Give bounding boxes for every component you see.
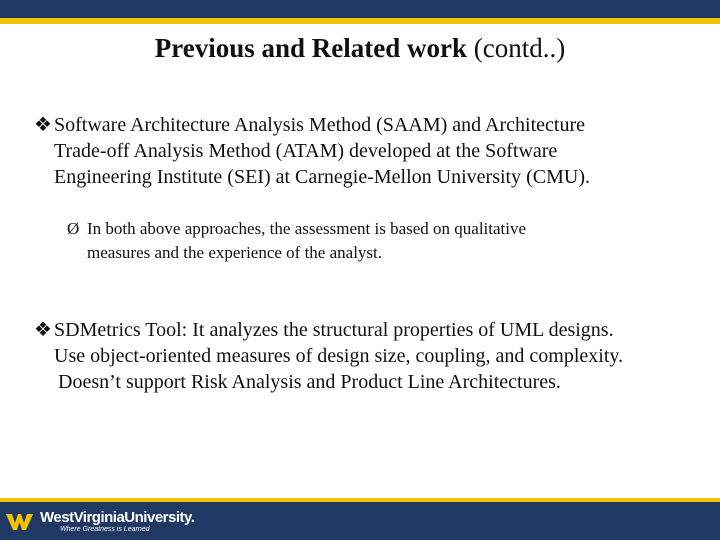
sub-bullet-line-1: In both above approaches, the assessment is based on qualitative (87, 219, 527, 238)
wvu-logo (6, 507, 194, 537)
wvu-wordmark (40, 510, 194, 534)
bullet-1-line-3: Engineering Institute (SEI) at Carnegie-Mellon University (CMU). (54, 166, 590, 188)
bullet-2-line-2: Use object-oriented measures of design size, coupling, and complexity. (54, 345, 624, 367)
bullet-2-line-3: Doesn’t support Risk Analysis and Product Line Architectures. (58, 371, 561, 393)
sub-bullet-assessment (67, 217, 667, 265)
bullet-1-line-1: Software Architecture Analysis Method (SAAM) and Architecture (54, 114, 585, 136)
title-rest: (contd..) (467, 33, 566, 63)
arrow-bullet-icon: Ø (67, 219, 80, 238)
university-name: WestVirginiaUniversity. (40, 509, 195, 526)
sub-bullet-line-2: measures and the experience of the analyst. (87, 243, 383, 262)
slide-title (0, 30, 720, 66)
top-banner (0, 0, 720, 18)
bullet-1-line-2: Trade-off Analysis Method (ATAM) developed at the Software (54, 140, 558, 162)
top-gold-stripe (0, 18, 720, 24)
bullet-sdmetrics (34, 317, 704, 395)
bullet-2-line-1: SDMetrics Tool: It analyzes the structural properties of UML designs. (54, 319, 614, 341)
university-tagline: Where Greatness is Learned (60, 526, 150, 533)
bullet-saam-atam (34, 112, 694, 190)
title-bold: Previous and Related work (154, 33, 468, 63)
diamond-bullet-icon: ❖ (34, 114, 52, 136)
diamond-bullet-icon: ❖ (34, 319, 52, 341)
flying-wv-icon (6, 512, 36, 532)
